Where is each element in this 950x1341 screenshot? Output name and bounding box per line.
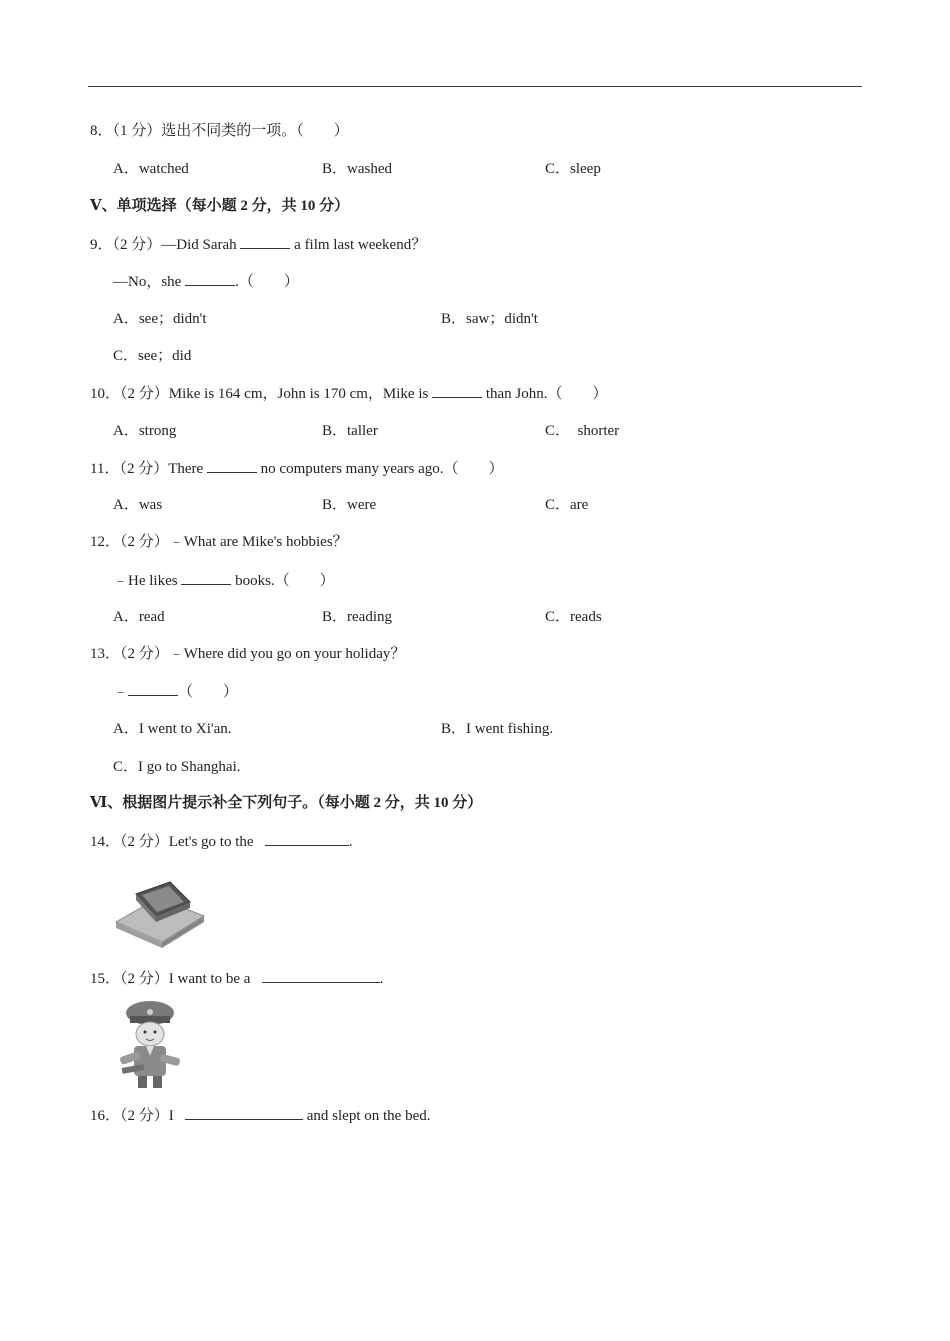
question-15-stem: 15．（2 分）I want to be a . xyxy=(90,968,383,989)
q11-option-c[interactable]: C．are xyxy=(545,497,589,513)
question-13-stem: 13．（2 分）﹣Where did you go on your holiday？ xyxy=(90,646,406,662)
answer-blank[interactable] xyxy=(185,271,235,286)
question-9-line2: —No，she .（ ） xyxy=(113,271,299,292)
answer-blank[interactable] xyxy=(207,458,257,473)
q11-option-b[interactable]: B．were xyxy=(322,497,377,513)
question-11-stem: 11．（2 分）There no computers many years ago.（ ） xyxy=(90,458,504,479)
header-rule xyxy=(88,86,862,87)
q9-option-a[interactable]: A．see；didn't xyxy=(113,311,207,327)
q9-option-c[interactable]: C．see；did xyxy=(113,348,192,364)
question-16-stem: 16．（2 分）I and slept on the bed. xyxy=(90,1105,430,1126)
q9-option-b[interactable]: B．saw；didn't xyxy=(441,311,538,327)
section-6-title: Ⅵ、根据图片提示补全下列句子。（每小题 2 分，共 10 分） xyxy=(90,795,483,811)
q13-option-c[interactable]: C．I go to Shanghai. xyxy=(113,759,241,775)
question-12-stem: 12．（2 分）﹣What are Mike's hobbies？ xyxy=(90,534,348,550)
answer-blank[interactable] xyxy=(185,1105,303,1120)
q10-option-a[interactable]: A．strong xyxy=(113,423,177,439)
q12-option-a[interactable]: A．read xyxy=(113,609,165,625)
cinema-picture-icon xyxy=(112,876,208,950)
q12-option-c[interactable]: C．reads xyxy=(545,609,602,625)
question-10-stem: 10．（2 分）Mike is 164 cm，John is 170 cm，Mike is than John.（ ） xyxy=(90,383,608,404)
q10-option-c[interactable]: C． shorter xyxy=(545,423,620,439)
question-14-stem: 14．（2 分）Let's go to the . xyxy=(90,831,353,852)
q8-option-b[interactable]: B．washed xyxy=(322,161,392,177)
answer-blank[interactable] xyxy=(240,234,290,249)
q10-option-b[interactable]: B．taller xyxy=(322,423,378,439)
q8-option-c[interactable]: C．sleep xyxy=(545,161,601,177)
answer-blank[interactable] xyxy=(181,570,231,585)
answer-blank[interactable] xyxy=(432,383,482,398)
policeman-picture-icon xyxy=(116,998,184,1092)
question-12-line2: ﹣He likes books.（ ） xyxy=(113,570,335,591)
answer-blank[interactable] xyxy=(128,681,178,696)
section-5-title: Ⅴ、单项选择（每小题 2 分，共 10 分） xyxy=(90,198,350,214)
question-9-stem: 9．（2 分）—Did Sarah a film last weekend？ xyxy=(90,234,426,255)
question-8-stem: 8．（1 分）选出不同类的一项。（ ） xyxy=(90,123,349,139)
answer-blank[interactable] xyxy=(265,831,349,846)
answer-blank[interactable] xyxy=(262,968,380,983)
q13-option-b[interactable]: B．I went fishing. xyxy=(441,721,554,737)
q12-option-b[interactable]: B．reading xyxy=(322,609,392,625)
q8-option-a[interactable]: A．watched xyxy=(113,161,189,177)
question-13-line2: ﹣ （ ） xyxy=(113,681,238,702)
q11-option-a[interactable]: A．was xyxy=(113,497,163,513)
q13-option-a[interactable]: A．I went to Xi'an. xyxy=(113,721,232,737)
